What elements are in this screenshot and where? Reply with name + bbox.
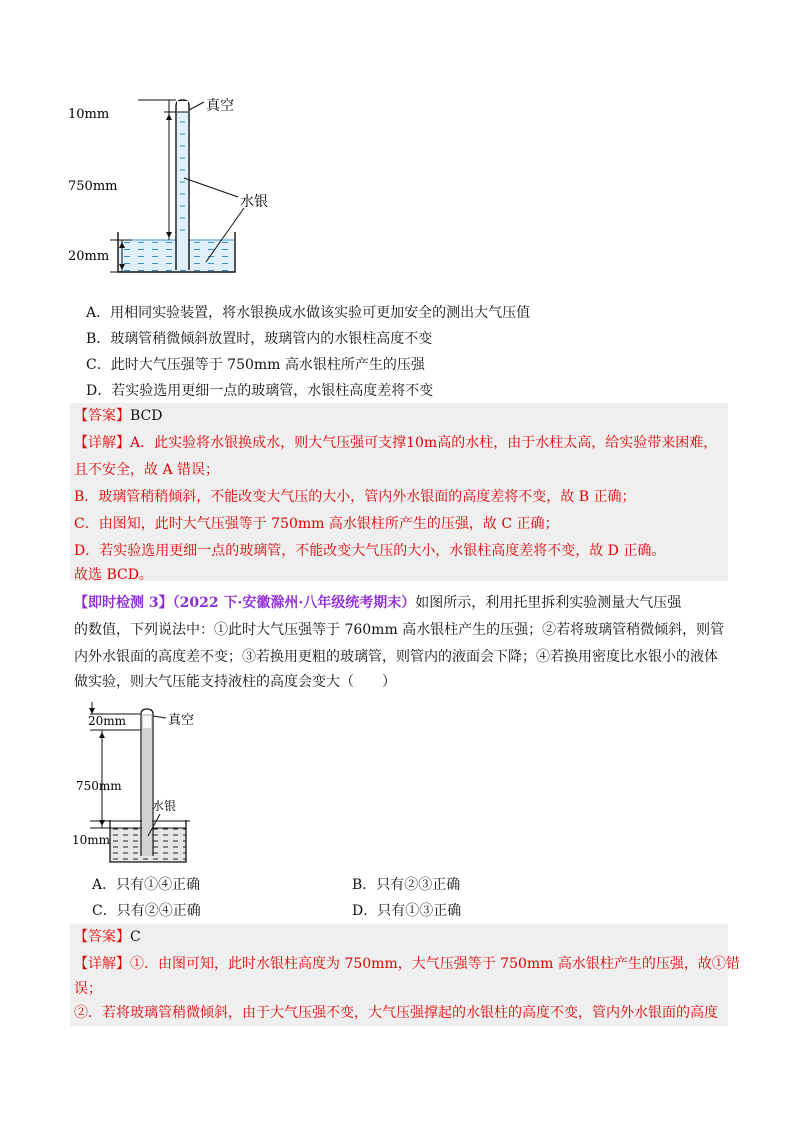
torricelli-figure-1	[66, 92, 268, 282]
question-2-text-3: 内外水银面的高度差不变；③若换用更粗的玻璃管，则管内的液面会下降；④若换用密度比水银小的液体	[74, 649, 718, 665]
detail-2-line-1	[74, 955, 740, 973]
question-2-text-4: 做实验，则大气压能支持液柱的高度会变大（ ）	[74, 674, 396, 690]
q1-option-d: D．若实验选用更细一点的玻璃管，水银柱高度差将不变	[86, 383, 434, 399]
figure-2-mid-label: 750mm	[76, 779, 122, 793]
torricelli-figure-2	[72, 700, 242, 872]
figure-2-vacuum-label: 真空	[168, 713, 195, 728]
figure-1-mercury-label: 水银	[240, 194, 268, 210]
detail-1-text-2: 且不安全，故 A 错误；	[74, 462, 220, 478]
question-2-line-1	[74, 594, 681, 612]
figure-1-bottom-label: 20mm	[68, 249, 110, 264]
figure-2-bottom-label: 10mm	[72, 833, 111, 847]
answer-1-value: BCD	[130, 408, 163, 424]
detail-2-tag: 【详解】	[74, 956, 130, 972]
figure-2-drawing	[72, 700, 242, 872]
question-2-text-1: 如图所示，利用托里拆利实验测量大气压强	[415, 595, 682, 611]
detail-1-line-1	[74, 434, 717, 452]
figure-2-mercury-label: 水银	[152, 799, 177, 813]
question-2-source: （2022 下·安徽滁州·八年级统考期末）	[172, 595, 416, 611]
question-2-tag: 【即时检测 3】	[74, 595, 173, 611]
q2-option-a: A．只有①④正确	[92, 877, 201, 893]
answer-1-tag: 【答案】	[74, 408, 130, 424]
q1-option-b: B．玻璃管稍微倾斜放置时，玻璃管内的水银柱高度不变	[86, 331, 433, 347]
q1-option-a: A．用相同实验装置，将水银换成水做该实验可更加安全的测出大气压值	[86, 305, 531, 321]
q2-option-d: D．只有①③正确	[352, 903, 462, 919]
answer-1-line	[74, 407, 162, 425]
detail-2-text-1: ①．由图可知，此时水银柱高度为 750mm，大气压强等于 750mm 高水银柱产生的压强，故①错	[130, 956, 740, 972]
q2-option-b: B．只有②③正确	[352, 877, 461, 893]
figure-1-vacuum-label: 真空	[206, 98, 234, 114]
detail-2-text-3: ②．若将玻璃管稍微倾斜，由于大气压强不变，大气压强撑起的水银柱的高度不变，管内外水银面的高度	[74, 1005, 718, 1021]
figure-1-drawing	[66, 92, 268, 282]
q1-option-c: C．此时大气压强等于 750mm 高水银柱所产生的压强	[86, 357, 425, 373]
answer-2-tag: 【答案】	[74, 929, 130, 945]
q2-option-c: C．只有②④正确	[92, 903, 201, 919]
answer-2-value: C	[130, 929, 141, 945]
answer-2-line	[74, 928, 141, 946]
question-2-text-2: 的数值，下列说法中：①此时大气压强等于 760mm 高水银柱产生的压强；②若将玻璃管稍微倾斜，则管	[74, 622, 725, 638]
detail-1-text-5: D．若实验选用更细一点的玻璃管，不能改变大气压的大小，水银柱高度差将不变，故 D 正确。	[74, 543, 666, 559]
detail-2-text-2: 误；	[74, 981, 102, 997]
detail-1-tag: 【详解】	[74, 435, 130, 451]
detail-1-text-1: A．此实验将水银换成水，则大气压强可支撑10m高的水柱，由于水柱太高，给实验带来困难，	[130, 435, 718, 451]
figure-1-mid-label: 750mm	[68, 179, 118, 194]
detail-1-text-3: B．玻璃管稍稍倾斜，不能改变大气压的大小，管内外水银面的高度差将不变，故 B 正确；	[74, 489, 636, 505]
figure-2-top-label: 20mm	[88, 714, 127, 728]
figure-1-top-label: 10mm	[68, 107, 110, 122]
detail-1-text-6: 故选 BCD。	[74, 567, 153, 583]
detail-1-text-4: C．由图知，此时大气压强等于 750mm 高水银柱所产生的压强，故 C 正确；	[74, 516, 559, 532]
